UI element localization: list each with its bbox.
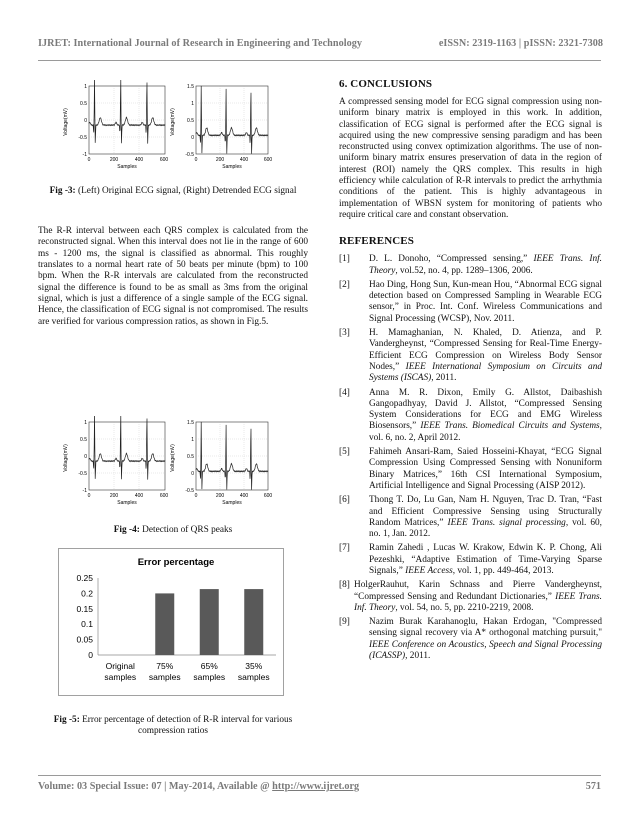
right-column: [339, 78, 602, 665]
fig4-caption: [38, 525, 308, 536]
reference-text-part: 2011.: [407, 651, 431, 662]
bar: [200, 589, 219, 655]
fig4-right-ylabel: Voltage(mV): [170, 444, 176, 472]
reference-venue: IEEE Trans. Inf. Theory: [369, 254, 603, 276]
reference-venue: IEEE Trans. Biomedical Circuits and Systems,: [420, 421, 602, 432]
tick: 0: [87, 493, 91, 499]
fig4-plots: [62, 416, 272, 508]
tick: 200: [109, 493, 119, 499]
footer-volume-text: Volume: 03 Special Issue: 07 | May-2014, Available @: [38, 781, 270, 792]
reference-venue: IEEE International Symposium on Circuits and Systems (ISCAS): [369, 361, 602, 384]
tick: 600: [159, 493, 169, 499]
reference-number: [9]: [339, 617, 350, 628]
tick: 0.5: [187, 118, 194, 124]
fig4-right-xlabel: Samples: [222, 500, 242, 506]
x-category-label: 35%: [245, 661, 263, 671]
tick: 1.5: [187, 84, 194, 90]
reference-venue: IEEE Access: [405, 565, 453, 576]
reference-text: [369, 388, 602, 444]
tick: 600: [159, 157, 169, 163]
tick: 1: [84, 84, 87, 90]
tick: 600: [263, 493, 272, 499]
reference-number: [1]: [339, 254, 350, 265]
fig4-svg: [62, 416, 272, 508]
reference-item: [339, 543, 602, 577]
tick: 0.5: [80, 437, 87, 443]
body-paragraph-rr: The R-R interval between each QRS complex is calculated from the reconstructed signal. When this interval does not lie in the range of 600 ms - 1200 ms, the signal is classified as abnormal. This roughly translates to a normal heart rate of 50 beats per minute (bpm) to 100 bpm. When the R-R intervals are calculated from the reconstructed signal the difference is found to be as small as 3ms from the original signal, which is just a difference of a single sample of the ECG signal. Hence, the classification of ECG signal is not compromised. The results are verified for various compression ratios, as shown in Fig.5.: [38, 226, 308, 327]
reference-number: [3]: [339, 328, 350, 339]
conclusions-text: A compressed sensing model for ECG signal compression using non-uniform binary matrix is employed in this work. In addition, classification of ECG signal is performed after the ECG signal is acquired using the new compressive sensing paradigm and has been reconstructed using convex optimization algorithms. The use of non-uniform binary matrix ensures preservation of data in the region of interest (ROI) namely the QRS complex. This results in high efficiency while calculation of R-R intervals to predict the arrhythmia conditions of the patient. This is highly advantageous in implementation of WBSN system for monitoring of patients who require critical care and constant observation.: [339, 97, 602, 220]
tick: 400: [239, 157, 249, 163]
tick: -0.5: [185, 488, 194, 494]
footer-rule: [38, 775, 601, 776]
x-category-label: Original: [105, 661, 135, 671]
y-tick-label: 0.2: [81, 588, 93, 599]
page-number: 571: [585, 781, 601, 792]
tick: 1: [84, 420, 87, 426]
tick: 0: [87, 157, 91, 163]
tick: 200: [109, 157, 119, 163]
fig3-right-ylabel: Voltage(mV): [170, 108, 176, 136]
fig5-caption-text: Error percentage of detection of R-R interval for various compression ratios: [82, 715, 293, 737]
page-footer: [38, 781, 601, 792]
fig3-caption: [38, 186, 308, 197]
fig3-right-plot: [170, 84, 272, 170]
tick: -0.5: [78, 135, 87, 141]
reference-text-part: HolgerRauhut, Karin Schnass and Pierre Vandergheynst, “Compressed Sensing and Redundant Dictionaries,”: [354, 580, 602, 602]
reference-number: [5]: [339, 447, 350, 458]
reference-text: [369, 280, 602, 325]
tick: -1: [82, 488, 87, 494]
fig3-right-xlabel: Samples: [222, 164, 242, 170]
issn-info: eISSN: 2319-1163 | pISSN: 2321-7308: [438, 38, 603, 49]
y-tick-label: 0.05: [76, 634, 93, 645]
fig4-left-ylabel: Voltage(mV): [63, 444, 69, 472]
x-category-label: samples: [237, 672, 270, 682]
tick: 1: [191, 101, 194, 107]
reference-item: [339, 580, 602, 614]
tick: 200: [215, 157, 225, 163]
reference-text: [369, 495, 602, 540]
tick: 0: [84, 118, 87, 124]
reference-number: [4]: [339, 387, 350, 398]
fig4-caption-text: Detection of QRS peaks: [142, 525, 233, 535]
reference-number: [6]: [339, 495, 350, 506]
x-category-label: samples: [193, 672, 226, 682]
reference-text-part: vol. 6, no. 2, April 2012.: [369, 432, 461, 443]
y-tick-label: 0.1: [81, 619, 93, 630]
reference-text: [369, 447, 602, 492]
reference-number: [7]: [339, 543, 350, 554]
reference-item: [339, 254, 602, 277]
tick: 0.5: [187, 454, 194, 460]
header-rule: [38, 60, 601, 61]
tick: 400: [239, 493, 249, 499]
tick: 200: [215, 493, 225, 499]
error-bar-chart: [58, 548, 284, 696]
reference-text: [369, 328, 602, 384]
references-heading: REFERENCES: [339, 235, 414, 248]
tick: 1.5: [187, 420, 194, 426]
tick: 0: [194, 157, 198, 163]
reference-number: [8]: [339, 580, 350, 591]
page-header: [38, 38, 603, 49]
tick: 0: [84, 454, 87, 460]
tick: 0: [194, 493, 198, 499]
references-list: [339, 254, 602, 662]
fig3-svg: [62, 80, 272, 172]
fig5-caption: [38, 715, 308, 737]
fig3-left-xlabel: Samples: [117, 164, 137, 170]
bar: [155, 593, 174, 655]
reference-text-part: Nazim Burak Karahanoglu, Hakan Erdogan, "Compressed sensing signal recovery via A* orthogonal matching pursuit,": [369, 617, 602, 639]
reference-item: [339, 447, 602, 492]
footer-volume: [38, 781, 359, 792]
reference-text-part: , vol. 54, no. 5, pp. 2210-2219, 2008.: [395, 602, 534, 613]
tick: 400: [134, 157, 144, 163]
reference-text: [354, 580, 602, 614]
reference-number: [2]: [339, 279, 350, 290]
reference-text-part: Ramin Zahedi , Lucas W. Krakow, Edwin K. P. Chong, Ali Pezeshki, “Adaptive Estimation of Time-Varying Sparse Signals,”: [369, 543, 602, 576]
reference-text-part: Anna M. R. Dixon, Emily G. Allstot, Daibashish Gangopadhyay, David J. Allstot, “Compressed Sensing System Considerations for ECG and EMG Wireless Biosensors,”: [369, 387, 602, 432]
reference-text-part: Hao Ding, Hong Sun, Kun-mean Hou, “Abnormal ECG signal detection based on Compressed Sampling in Wearable ECG sensor,” in Proc. Int. Conf. Wireless Communications and Signal Processing (WCSP), Nov. 2011.: [369, 279, 602, 324]
reference-item: [339, 388, 602, 444]
chart-title: Error percentage: [137, 557, 215, 568]
y-tick-label: 0.25: [76, 573, 93, 583]
x-category-label: samples: [104, 672, 137, 682]
fig4-left-xlabel: Samples: [117, 500, 137, 506]
x-category-label: 75%: [156, 661, 174, 671]
reference-text-part: , vol. 1, pp. 449-464, 2013.: [452, 565, 554, 576]
reference-item: [339, 280, 602, 325]
reference-text-part: D. L. Donoho, “Compressed sensing,”: [369, 254, 534, 265]
fig3-caption-text: (Left) Original ECG signal, (Right) Detrended ECG signal: [77, 186, 297, 196]
fig3-left-plot: [63, 80, 168, 170]
fig5-label: Fig -5:: [53, 715, 80, 725]
tick: -1: [82, 152, 87, 158]
journal-link[interactable]: http://www.ijret.org: [272, 781, 360, 792]
bar: [244, 589, 263, 655]
reference-venue: IEEE Trans. Inf. Theory: [354, 591, 602, 613]
tick: -0.5: [185, 152, 194, 158]
journal-title: IJRET: International Journal of Research in Engineering and Technology: [38, 38, 363, 49]
y-tick-label: 0.15: [76, 603, 93, 614]
tick: 600: [263, 157, 272, 163]
reference-text-part: , 2011.: [431, 373, 457, 384]
reference-text-part: , vol. 60, no. 1, Jan. 2012.: [369, 517, 602, 540]
reference-text-part: Fahimeh Ansari-Ram, Saied Hosseini-Khayat, “ECG Signal Compression Using Compressed Sensing with Nonuniform Binary Matrices,” 16th CSI International Symposium, Artificial Intelligence and Signal Processing (AISP 2012).: [369, 447, 602, 491]
reference-text-part: H. Mamaghanian, N. Khaled, D. Atienza, and P. Vandergheynst, “Compressed Sensing for Real-Time Energy-Efficient ECG Compression on Wireless Body Sensor Nodes,”: [369, 328, 602, 372]
conclusions-heading: 6. CONCLUSIONS: [339, 78, 433, 90]
fig3-left-ylabel: Voltage(mV): [63, 108, 69, 136]
tick: -0.5: [78, 471, 87, 477]
fig3-label: Fig -3:: [49, 186, 76, 196]
fig3-plots: [62, 80, 272, 172]
x-category-label: 65%: [200, 661, 218, 671]
tick: 0: [191, 471, 194, 477]
x-category-label: samples: [148, 672, 181, 682]
reference-text-part: Thong T. Do, Lu Gan, Nam H. Nguyen, Trac D. Tran, “Fast and Efficient Compressive Sensing using Structurally Random Matrices,”: [369, 495, 602, 528]
fig4-label: Fig -4:: [113, 525, 140, 535]
y-tick-label: 0: [88, 650, 93, 660]
tick: 1: [191, 437, 194, 443]
reference-venue: IEEE Trans. signal processing: [447, 517, 566, 528]
tick: 0.5: [80, 101, 87, 107]
fig5-chart: [58, 548, 284, 696]
reference-item: [339, 495, 602, 540]
reference-text: [369, 254, 602, 277]
fig4-left-plot: [63, 416, 168, 506]
fig4-right-plot: [170, 420, 272, 506]
reference-text-part: , vol.52, no. 4, pp. 1289–1306, 2006.: [395, 265, 533, 276]
reference-item: [339, 328, 602, 384]
reference-text: [369, 543, 602, 577]
reference-venue: IEEE Conference on Acoustics, Speech and Signal Processing (ICASSP),: [369, 639, 602, 662]
reference-item: [339, 617, 602, 662]
tick: 0: [191, 135, 194, 141]
tick: 400: [134, 493, 144, 499]
reference-text: [369, 617, 602, 662]
